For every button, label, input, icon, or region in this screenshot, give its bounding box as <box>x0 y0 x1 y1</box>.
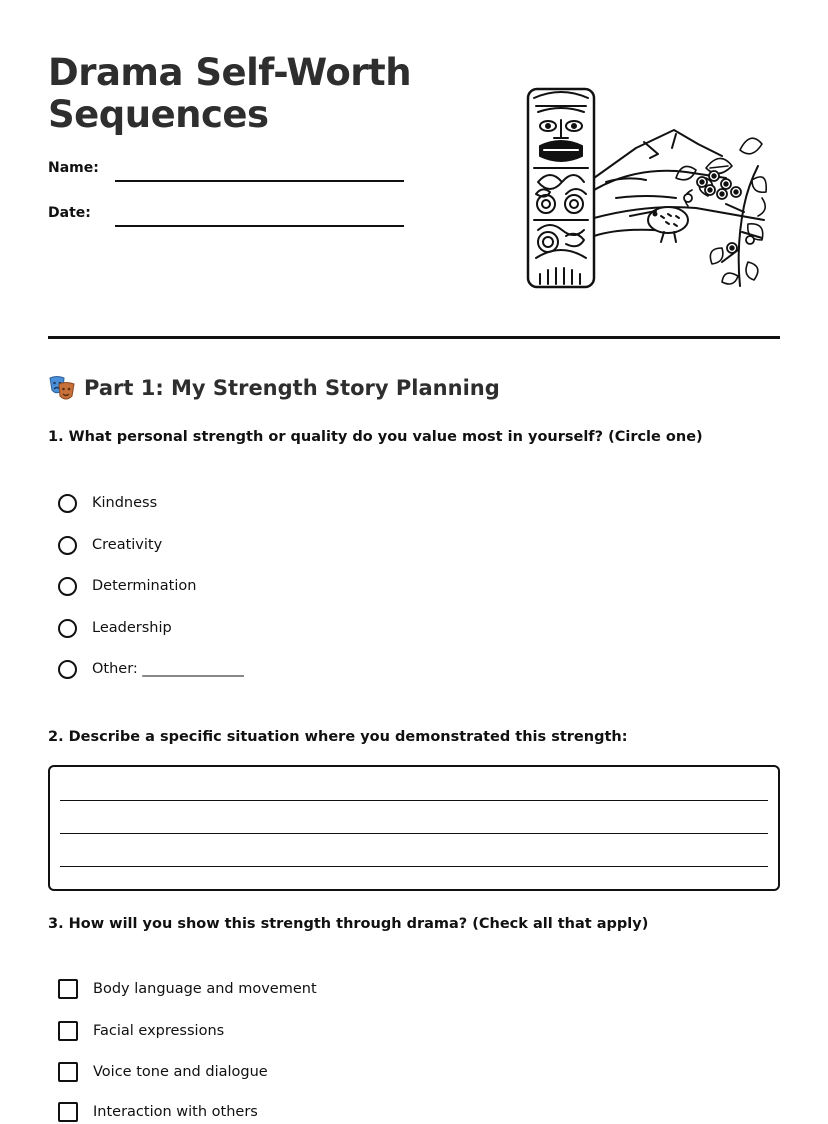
answer-box[interactable] <box>48 765 780 891</box>
name-input-line[interactable] <box>115 180 404 182</box>
option-label: Kindness <box>92 495 158 511</box>
checkbox-square[interactable] <box>58 1102 78 1122</box>
question-3: 3. How will you show this strength through drama? (Check all that apply) <box>48 916 649 932</box>
question-2: 2. Describe a specific situation where you demonstrated this strength: <box>48 729 628 745</box>
option-label: Determination <box>92 578 197 594</box>
checkbox-square[interactable] <box>58 1021 78 1041</box>
date-label: Date: <box>48 205 91 221</box>
header-divider <box>48 336 780 339</box>
radio-circle[interactable] <box>58 494 77 513</box>
date-input-line[interactable] <box>115 225 404 227</box>
checkbox-label: Facial expressions <box>93 1023 225 1039</box>
option-creativity[interactable] <box>58 533 162 557</box>
option-label: Other: ______________ <box>92 661 244 677</box>
part1-title: Part 1: My Strength Story Planning <box>84 376 500 400</box>
option-determination[interactable] <box>58 574 196 598</box>
theatre-masks-icon <box>48 374 76 402</box>
option-other[interactable] <box>58 657 244 681</box>
checkbox-label: Interaction with others <box>93 1104 258 1120</box>
checkbox-body-language[interactable] <box>58 977 317 1001</box>
checkbox-label: Voice tone and dialogue <box>93 1064 268 1080</box>
radio-circle[interactable] <box>58 660 77 679</box>
maori-carving-kiwi-mountain-flowers-icon <box>526 86 768 292</box>
option-leadership[interactable] <box>58 616 172 640</box>
worksheet-page <box>48 0 780 1120</box>
checkbox-label: Body language and movement <box>93 981 317 997</box>
checkbox-square[interactable] <box>58 1062 78 1082</box>
page-title: Drama Self-Worth Sequences <box>48 51 412 136</box>
part1-heading <box>48 374 500 402</box>
option-label: Leadership <box>92 620 172 636</box>
date-field <box>48 205 91 221</box>
answer-line[interactable] <box>60 833 768 834</box>
name-field <box>48 160 99 176</box>
worksheet-header <box>48 0 780 300</box>
radio-circle[interactable] <box>58 619 77 638</box>
checkbox-voice-tone[interactable] <box>58 1060 268 1084</box>
answer-line[interactable] <box>60 866 768 867</box>
radio-circle[interactable] <box>58 577 77 596</box>
checkbox-facial-expressions[interactable] <box>58 1019 224 1043</box>
name-label: Name: <box>48 160 99 176</box>
checkbox-interaction[interactable] <box>58 1100 258 1124</box>
radio-circle[interactable] <box>58 536 77 555</box>
question-1: 1. What personal strength or quality do you value most in yourself? (Circle one) <box>48 429 703 445</box>
checkbox-square[interactable] <box>58 979 78 999</box>
option-label: Creativity <box>92 537 163 553</box>
answer-line[interactable] <box>60 800 768 801</box>
option-kindness[interactable] <box>58 491 157 515</box>
